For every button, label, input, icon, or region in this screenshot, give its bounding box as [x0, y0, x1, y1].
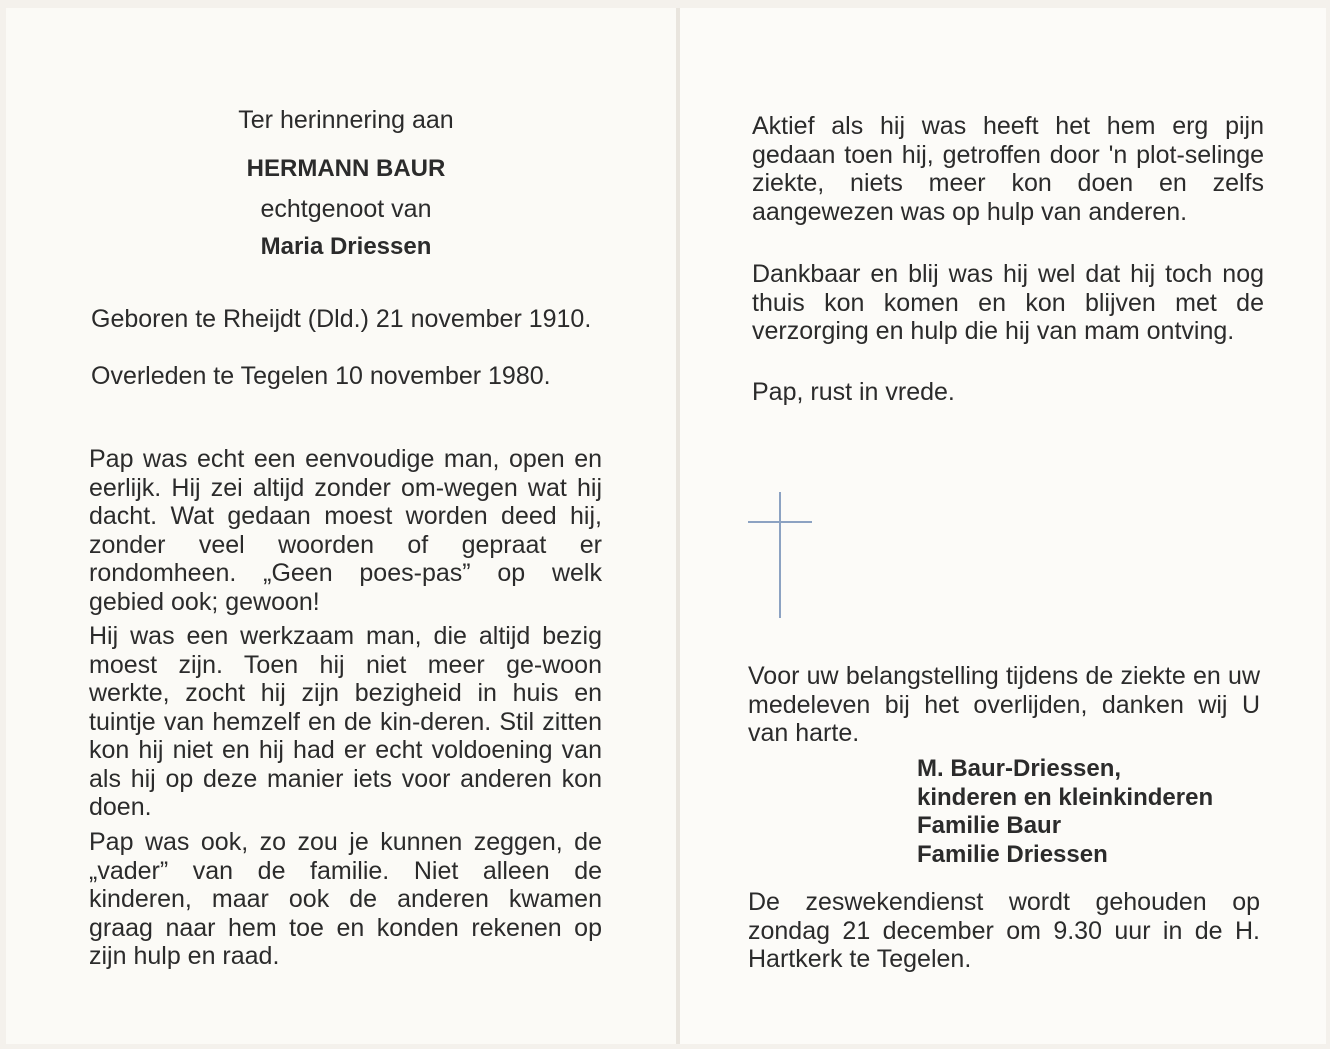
intro-line: Ter herinnering aan — [238, 106, 454, 134]
birth-line: Geboren te Rheijdt (Dld.) 21 november 1910. — [91, 305, 592, 333]
right-paragraph-1: Aktief als hij was heeft het hem erg pijn gedaan toen hij, getroffen door 'n plot-selinge ziekte, niets meer kon doen en zelfs aangewezen was op hulp van anderen. — [752, 112, 1264, 226]
death-line: Overleden te Tegelen 10 november 1980. — [91, 362, 551, 390]
cross-icon — [779, 492, 781, 618]
left-paragraph-3: Pap was ook, zo zou je kunnen zeggen, de „vader” van de familie. Niet alleen de kinderen, maar ook de anderen kwamen graag naar hem toe en konden rekenen op zijn hulp en raad. — [89, 828, 602, 970]
right-paragraph-3: Pap, rust in vrede. — [752, 378, 955, 406]
signature-line-4: Familie Driessen — [917, 840, 1108, 868]
thanks-paragraph: Voor uw belangstelling tijdens de ziekte en uw medeleven bij het overlijden, danken wij U van harte. — [748, 662, 1260, 747]
cross-icon-bar — [748, 521, 812, 523]
spouse-label: echtgenoot van — [260, 195, 432, 223]
service-paragraph: De zeswekendienst wordt gehouden op zondag 21 december om 9.30 uur in de H. Hartkerk te Tegelen. — [748, 888, 1260, 973]
left-paragraph-1: Pap was echt een eenvoudige man, open en eerlijk. Hij zei altijd zonder om-wegen wat hij dacht. Wat gedaan moest worden deed hij, zonder veel woorden of gepraat er rondomheen. „Geen poes-pas” op welk gebied ook; gewoon! — [89, 445, 602, 616]
signature-line-1: M. Baur-Driessen, — [917, 755, 1122, 782]
signature-block — [917, 755, 1297, 869]
left-paragraph-2: Hij was een werkzaam man, die altijd bezig moest zijn. Toen hij niet meer ge-woon werkte, zocht hij zijn bezigheid in huis en tuintje van hemzelf en de kin-deren. Stil zitten kon hij niet en hij had er echt voldoening van als hij op deze manier iets voor anderen kon doen. — [89, 622, 602, 821]
deceased-name: HERMANN BAUR — [246, 155, 446, 182]
spouse-name: Maria Driessen — [260, 233, 432, 260]
signature-line-3: Familie Baur — [917, 812, 1062, 839]
signature-line-2: kinderen en kleinkinderen — [917, 783, 1214, 811]
right-paragraph-2: Dankbaar en blij was hij wel dat hij toch nog thuis kon komen en kon blijven met de verzorging en hulp die hij van mam ontving. — [752, 260, 1264, 345]
